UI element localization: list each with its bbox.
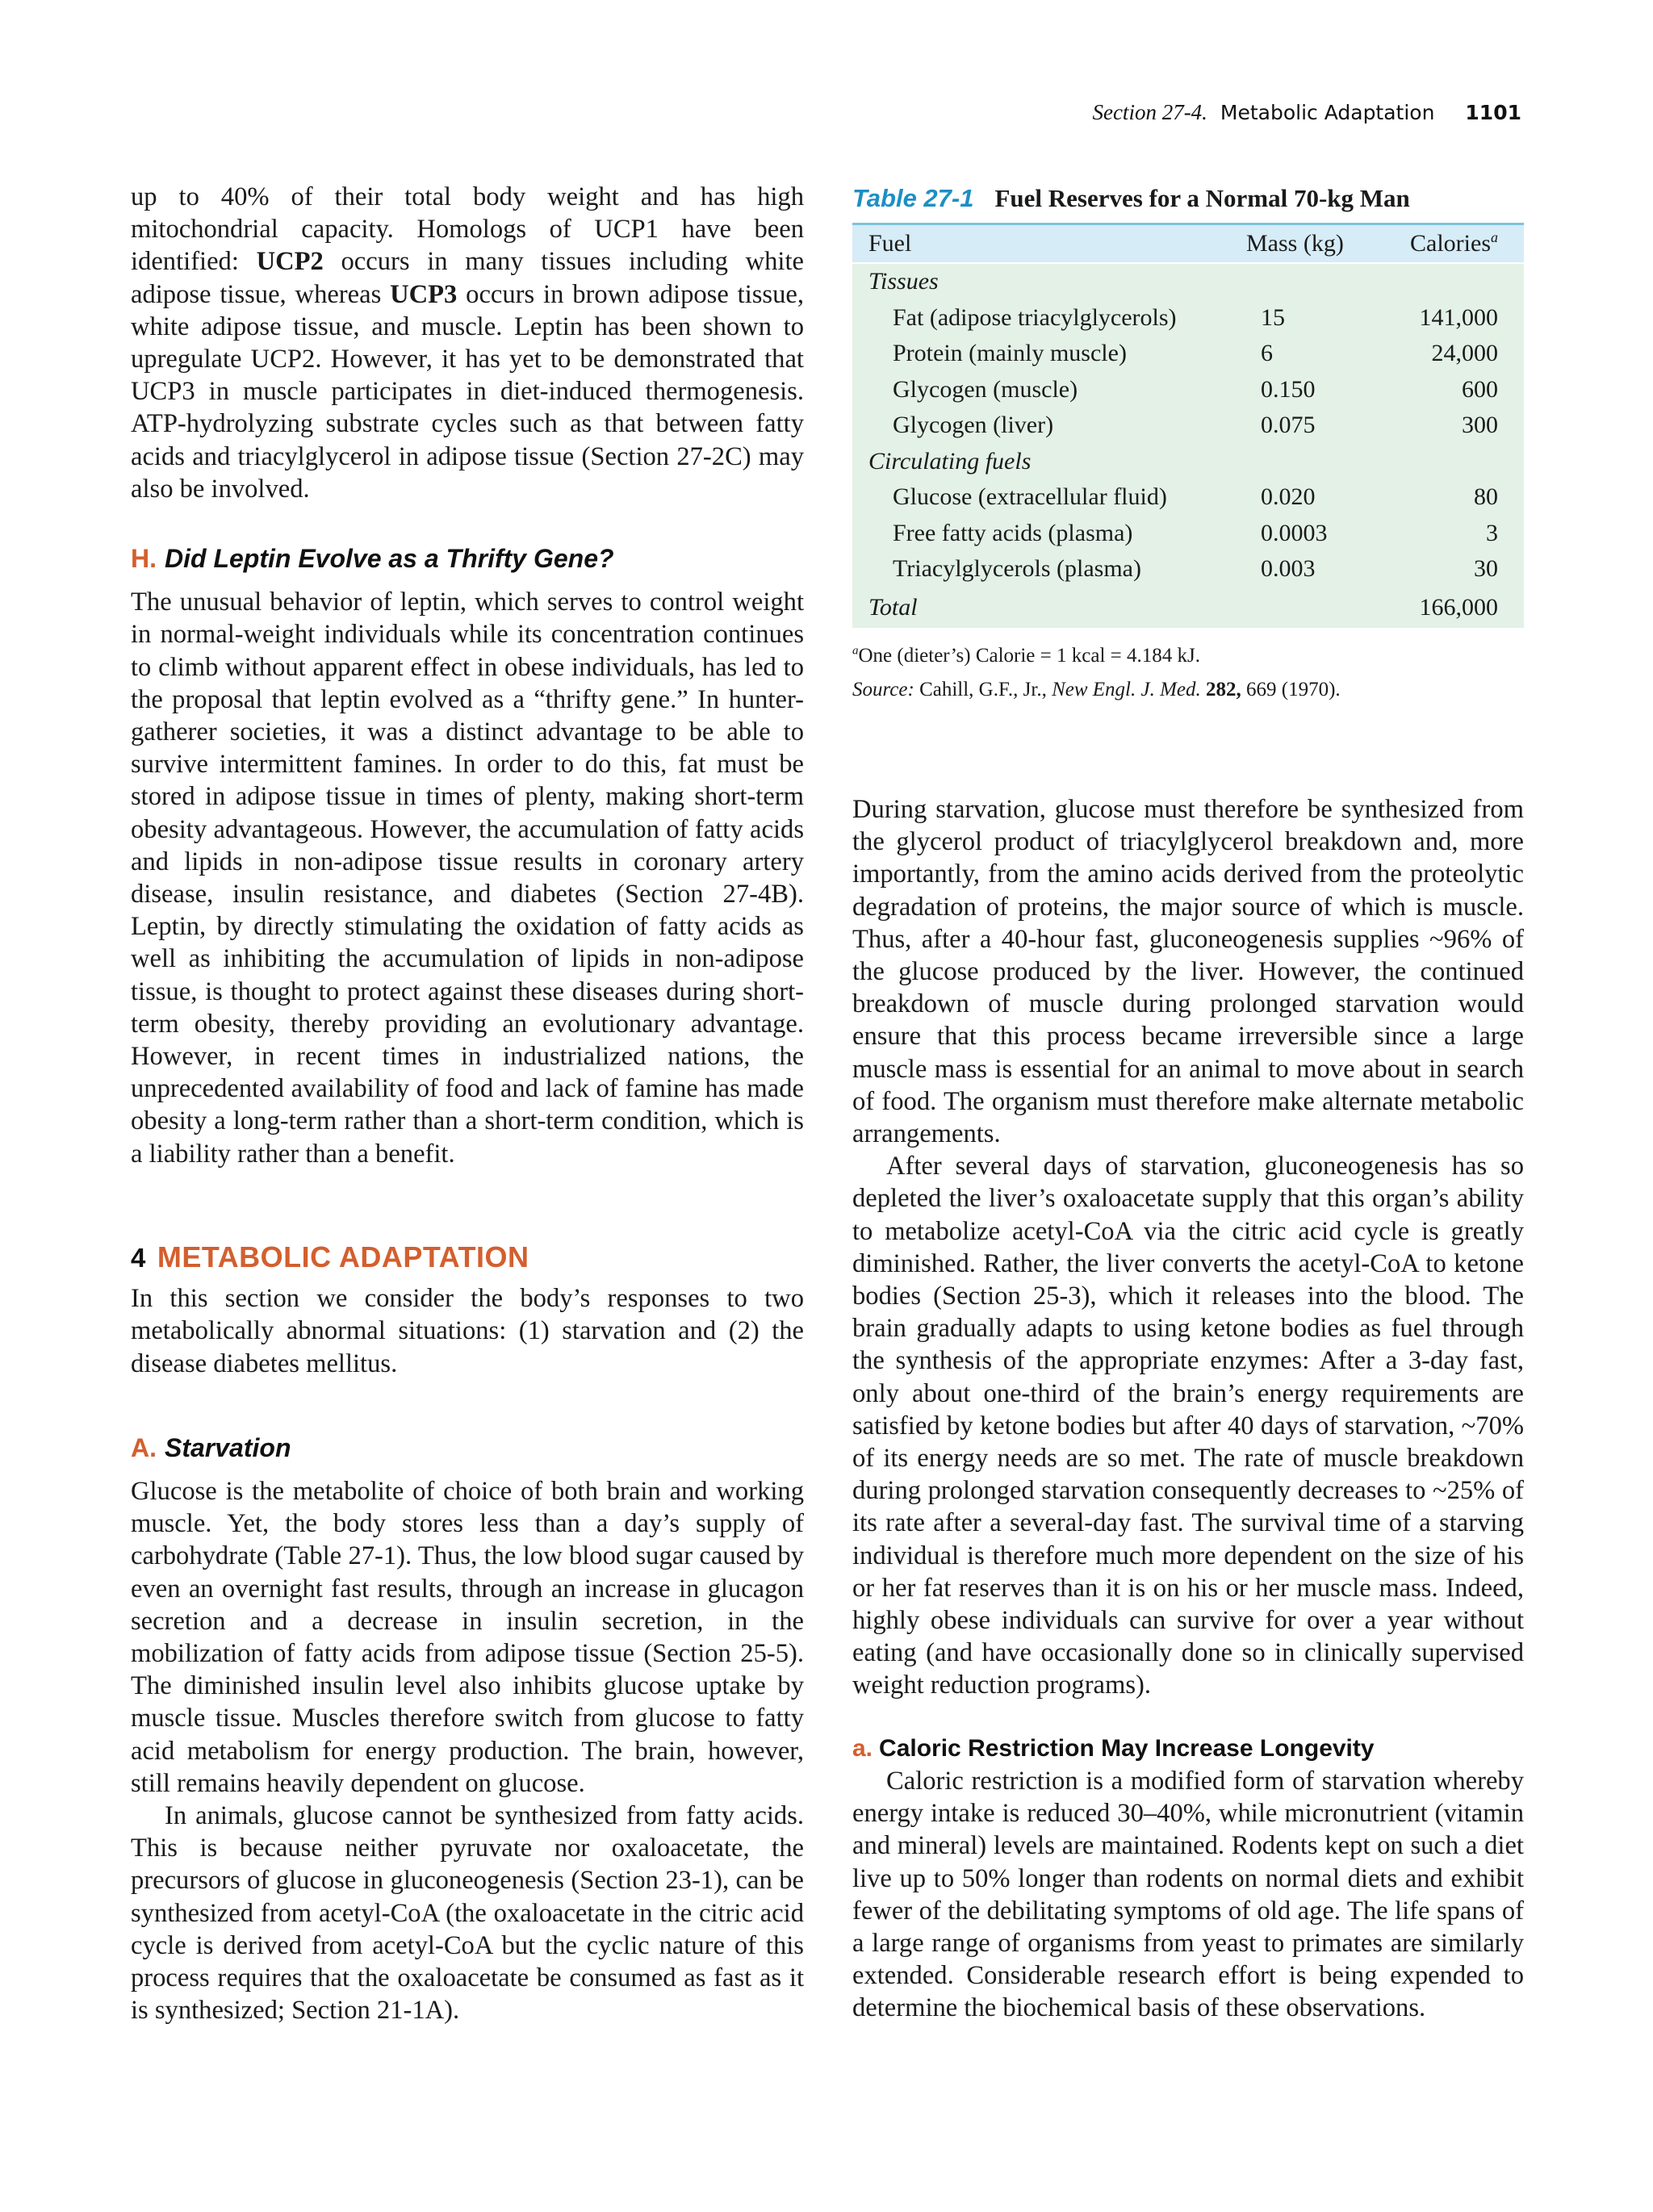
running-head-section: Section 27-4. bbox=[1092, 100, 1207, 124]
table-label: Table 27-1 bbox=[852, 184, 974, 212]
section-number: 4 bbox=[131, 1242, 146, 1273]
paragraph-ketone-bodies: After several days of starvation, gluconeogenesis has so depleted the liver’s oxaloacetate supply that this organ’s ability to metabolize acetyl-CoA via the citric acid cycle is greatly diminished. Rather, the liver converts the acetyl-CoA to ketone bodies (Section 25-3), which it releases into the blood. The brain gradually adapts to using ketone bodies as fuel through the synthesis of the appropriate enzymes: After a 3-day fast, only about one-third of the brain’s energy requirements are satisfied by ketone bodies but after 40 days of starvation, ~70% of its energy needs are so met. The rate of muscle breakdown during prolonged starvation consequently decreases to ~25% of its rate after a several-day fast. The survival time of a starving individual is therefore much more dependent on the size of his or her fat reserves than it is on his or her muscle mass. Indeed, highly obese individuals can survive for over a year without eating (and have occasionally done so in clinically supervised weight reduction programs). bbox=[852, 1152, 1524, 1700]
paragraph-ucp: up to 40% of their total body weight and has high mitochondrial capacity. Homologs of UCP1 have been identified: UCP2 occurs in many tissues including white adipose tissue, whereas UCP3 occurs in brown adipose tissue, white adipose tissue, and muscle. Leptin has been shown to upregulate UCP2. However, it has yet to be demonstrated that UCP3 in muscle participates in diet-induced thermogenesis. ATP-hydrolyzing substrate cycles such as that between fatty acids and triacylglycerol in adipose tissue (Section 27-2C) may also be involved. bbox=[131, 182, 804, 504]
running-head bbox=[1092, 100, 1521, 125]
table-row: Protein (mainly muscle) 6 24,000 bbox=[893, 340, 1498, 367]
fuel-reserves-table bbox=[852, 182, 1524, 707]
heading-letter: A. bbox=[131, 1432, 157, 1462]
table-row: Triacylglycerols (plasma) 0.003 30 bbox=[893, 555, 1498, 583]
term-ucp3: UCP3 bbox=[390, 279, 458, 309]
left-column bbox=[131, 181, 804, 2026]
running-head-title: Metabolic Adaptation bbox=[1220, 101, 1435, 124]
table-header-row bbox=[852, 225, 1524, 264]
right-column bbox=[852, 793, 1524, 2025]
paragraph-gluconeogenesis: During starvation, glucose must therefore be synthesized from the glycerol product of triacylglycerol breakdown and, more importantly, from the amino acids derived from the proteolytic degradation of proteins, the major source of which is muscle. Thus, after a 40-hour fast, gluconeogenesis supplies ~96% of the glucose produced by the liver. However, the continued breakdown of muscle during prolonged starvation would ensure that this process became irreversible since a large muscle mass is essential for an animal to move about in search of food. The organism must therefore make alternate metabolic arrangements. bbox=[852, 795, 1524, 1149]
table-row: Glycogen (liver) 0.075 300 bbox=[893, 412, 1498, 439]
header-fuel: Fuel bbox=[868, 230, 912, 257]
paragraph-section-intro: In this section we consider the body’s responses to two metabolically abnormal situations: (1) starvation and (2) the disease diabetes mellitus. bbox=[131, 1284, 804, 1378]
paragraph-starvation-2: In animals, glucose cannot be synthesized from fatty acids. This is because neither pyruvate nor oxaloacetate, the precursors of glucose in gluconeogenesis (Section 23-1), can be synthesized from acetyl-CoA (the oxaloacetate in the citric acid cycle is derived from acetyl-CoA but the cyclic nature of this process requires that the oxaloacetate be consumed as fast as it is synthesized; Section 21-1A). bbox=[131, 1800, 804, 2026]
header-calories: Calories$^a$ bbox=[1410, 229, 1498, 257]
table-row: Glycogen (muscle) 0.150 600 bbox=[893, 375, 1498, 403]
table-row: Circulating fuels bbox=[868, 447, 1032, 475]
table-footnote: $^a$One (dieter’s) Calorie = 1 kcal = 4.184 kJ. bbox=[852, 644, 1200, 667]
paragraph-starvation-1: Glucose is the metabolite of choice of both brain and working muscle. Yet, the body stores less than a day’s supply of carbohydrate (Table 27-1). Thus, the low blood sugar caused by even an overnight fast results, through an increase in glucagon secretion and a decrease in insulin secretion, in the mobilization of fatty acids from adipose tissue (Section 25-5). The diminished insulin level also inhibits glucose uptake by muscle tissue. Muscles therefore switch from glucose to fatty acid metabolism for energy production. The brain, however, still remains heavily dependent on glucose. bbox=[131, 1476, 804, 1798]
paragraph-caloric-restriction: Caloric restriction is a modified form of starvation whereby energy intake is reduced 30–40%, while micronutrient (vitamin and mineral) levels are maintained. Rodents kept on such a diet live up to 50% longer than rodents on normal diets and exhibit fewer of the debilitating symptoms of old age. The life spans of a large range of organisms from yeast to primates are similarly extended. Considerable research effort is being expended to determine the biochemical basis of these observations. bbox=[852, 1766, 1524, 2023]
table-row: Free fatty acids (plasma) 0.0003 3 bbox=[893, 519, 1498, 546]
heading-metabolic-adaptation: 4 METABOLIC ADAPTATION bbox=[131, 1240, 529, 1273]
heading-letter: a. bbox=[852, 1734, 873, 1762]
heading-leptin-thrifty-gene: H. Did Leptin Evolve as a Thrifty Gene? bbox=[131, 544, 614, 574]
table-row: Tissues bbox=[868, 268, 939, 295]
table-notes bbox=[852, 639, 1524, 707]
table-caption bbox=[852, 182, 1524, 215]
heading-letter: H. bbox=[131, 544, 157, 574]
paragraph-leptin: The unusual behavior of leptin, which serves to control weight in normal-weight individuals while its concentration continues to climb without apparent effect in obese individuals, has led to the proposal that leptin evolved as a “thrifty gene.” In hunter-gatherer societies, it was a distinct advantage to be able to survive intermittent famines. In order to do this, fat must be stored in adipose tissue in times of plenty, making short-term obesity advantageous. However, the accumulation of fatty acids and lipids in non-adipose tissue results in coronary artery disease, insulin resistance, and diabetes (Section 27-4B). Leptin, by directly stimulating the oxidation of fatty acids as well as inhibiting the accumulation of lipids in non-adipose tissue, is thought to protect against these diseases during short-term obesity, thereby providing an evolutionary advantage. However, in recent times in industrialized nations, the unprecedented availability of food and lack of famine has made obesity a long-term rather than a short-term condition, which is a liability rather than a benefit. bbox=[131, 587, 804, 1169]
term-ucp2: UCP2 bbox=[256, 247, 324, 277]
table-row: Fat (adipose triacylglycerols) 15 141,000 bbox=[893, 303, 1498, 331]
table-title: Fuel Reserves for a Normal 70-kg Man bbox=[994, 184, 1410, 212]
table-source: Source: Cahill, G.F., Jr., New Engl. J. Med. 282, 669 (1970). bbox=[852, 678, 1341, 700]
heading-caloric-restriction: a. Caloric Restriction May Increase Longevity bbox=[852, 1734, 1375, 1762]
table-body bbox=[852, 223, 1524, 628]
table-row: Glucose (extracellular fluid) 0.020 80 bbox=[893, 483, 1498, 511]
table-row-total: Total 166,000 bbox=[868, 593, 1498, 621]
page-number: 1101 bbox=[1465, 101, 1521, 124]
header-mass: Mass (kg) bbox=[1246, 230, 1344, 257]
heading-starvation: A. Starvation bbox=[131, 1432, 291, 1462]
